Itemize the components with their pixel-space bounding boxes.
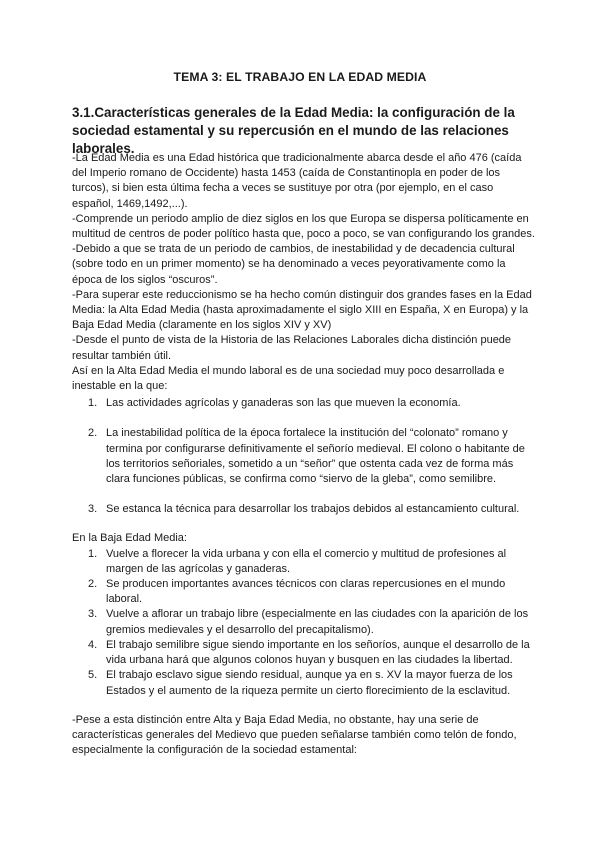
document-body [72, 151, 536, 758]
list-number: 1. [88, 397, 98, 410]
list-item [72, 638, 536, 668]
paragraph: -Debido a que se trata de un periodo de cambios, de inestabilidad y de decadencia cultural (sobre todo en un primer momento) se ha denominado a veces peyorativamente como la época de los siglos “oscuros”. [72, 243, 515, 286]
closing-paragraph: -Pese a esta distinción entre Alta y Baja Edad Media, no obstante, hay una serie de características generales del Medievo que pueden señalarse también como telón de fondo, especialmente la configuración de la sociedad estamental: [72, 713, 517, 757]
list-text: Se producen importantes avances técnicos con claras repercusiones en el mundo laboral. [106, 578, 506, 606]
list-text: El trabajo semilibre sigue siendo importante en los señoríos, aunque el desarrollo de la vida urbana hará que algunos colonos huyan y busquen en las ciudades la libertad. [106, 638, 530, 667]
list-item [72, 577, 536, 607]
alta-edad-media-list [72, 396, 536, 517]
paragraph: Así en la Alta Edad Media el mundo laboral es de una sociedad muy poco desarrollada e inestable en la que: [72, 364, 505, 393]
list-number: 2. [88, 578, 98, 591]
list-text: El trabajo esclavo sigue siendo residual, aunque ya en s. XV la mayor fuerza de los Estados y el aumento de la riqueza permite un cierto florecimiento de la esclavitud. [106, 669, 513, 697]
list-number: 3. [88, 503, 98, 516]
list-item [72, 396, 536, 411]
list-text: La inestabilidad política de la época fortalece la institución del “colonato” romano y termina por configurarse definitivamente el señorío medieval. El colono o habitante de los territorios señoriales, sometido a un “señor” que ostenta cada vez de forma más clara funciones públicas, se confirma como “siervo de la gleba”, como semilibre. [106, 427, 525, 486]
baja-intro: En la Baja Edad Media: [72, 532, 187, 545]
list-number: 2. [88, 427, 98, 440]
list-text: Vuelve a aflorar un trabajo libre (especialmente en las ciudades con la aparición de los gremios medievales y el desarrollo del precapitalismo). [106, 608, 529, 636]
paragraph: -Comprende un periodo amplio de diez siglos en los que Europa se dispersa políticamente en multitud de centros de poder político hasta que, poco a poco, se van configurando los grandes. [72, 212, 535, 241]
list-item [72, 547, 536, 577]
list-item [72, 426, 536, 487]
list-item [72, 502, 536, 517]
list-number: 3. [88, 608, 98, 621]
list-text: Se estanca la técnica para desarrollar los trabajos debidos al estancamiento cultural. [106, 503, 520, 516]
list-item [72, 607, 536, 637]
list-item [72, 668, 536, 698]
section-heading: 3.1.Características generales de la Edad Media: la configuración de la sociedad estamental y su repercusión en el mundo de las relaciones laborales. [72, 105, 515, 156]
list-number: 1. [88, 547, 98, 560]
list-number: 4. [88, 638, 98, 651]
list-number: 5. [88, 669, 98, 682]
paragraph: -La Edad Media es una Edad histórica que tradicionalmente abarca desde el año 476 (caída del Imperio romano de Occidente) hasta 1453 (caída de Constantinopla en poder de los turcos), si bien esta última fecha a veces se sustituye por otra (por ejemplo, en el caso español, 1469,1492,...). [72, 152, 522, 210]
baja-edad-media-list [72, 547, 536, 699]
list-text: Vuelve a florecer la vida urbana y con ella el comercio y multitud de profesiones al margen de las agrícolas y ganaderas. [106, 547, 507, 575]
paragraph: -Para superar este reduccionismo se ha hecho común distinguir dos grandes fases en la Edad Media: la Alta Edad Media (hasta aproximadamente el siglo XIII en España, X en Europa) y la Baja Edad Media (claramente en los siglos XIV y XV) [72, 288, 532, 332]
list-text: Las actividades agrícolas y ganaderas son las que mueven la economía. [106, 397, 461, 410]
paragraph: -Desde el punto de vista de la Historia de las Relaciones Laborales dicha distinción puede resultar también útil. [72, 334, 512, 362]
document-title: TEMA 3: EL TRABAJO EN LA EDAD MEDIA [173, 70, 427, 84]
